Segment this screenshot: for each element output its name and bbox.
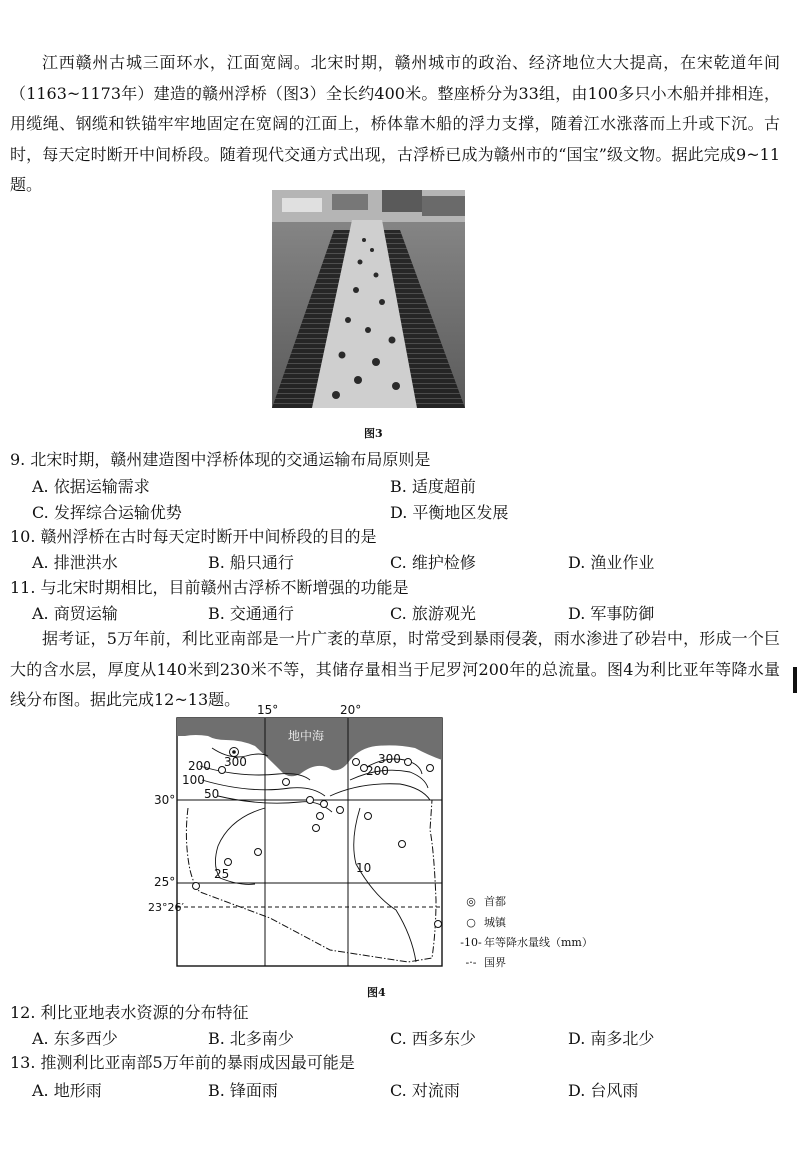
question-13-option-b: B. 锋面雨 (208, 1081, 278, 1100)
question-9-option-b: B. 适度超前 (390, 477, 476, 496)
town-marker (283, 779, 290, 786)
label-lat-2326: 23°26′ (148, 901, 184, 914)
label-isohyet-200-west: 200 (188, 759, 211, 773)
question-9-stem: 9. 北宋时期，赣州建造图中浮桥体现的交通运输布局原则是 (10, 450, 431, 469)
border-legend-symbol: -·- (465, 956, 477, 969)
legend-capital-label: 首都 (484, 895, 506, 908)
legend-town-label: 城镇 (484, 916, 506, 929)
question-13-option-a: A. 地形雨 (32, 1081, 102, 1100)
question-10-option-a: A. 排泄洪水 (32, 553, 118, 572)
mediterranean-sea (177, 718, 442, 776)
figure-4-caption: 图4 (367, 986, 386, 999)
question-11-option-b: B. 交通通行 (208, 604, 294, 623)
town-marker (321, 801, 328, 808)
isohyet-200-east (350, 770, 428, 788)
town-marker (225, 859, 232, 866)
question-13-stem: 13. 推测利比亚南部5万年前的暴雨成因最可能是 (10, 1053, 355, 1072)
question-12-stem: 12. 利比亚地表水资源的分布特征 (10, 1003, 249, 1022)
margin-mark (793, 667, 797, 693)
question-10-stem: 10. 赣州浮桥在古时每天定时断开中间桥段的目的是 (10, 527, 377, 546)
isohyet-50-west (218, 796, 332, 812)
legend-isohyet (458, 934, 593, 950)
national-border (186, 800, 436, 962)
question-10-option-c: C. 维护检修 (390, 553, 476, 572)
town-marker (405, 759, 412, 766)
label-isohyet-100-west: 100 (182, 773, 205, 787)
capital-legend-icon: ◎ (466, 895, 476, 908)
label-isohyet-300-west: 300 (224, 755, 247, 769)
question-9-option-a: A. 依据运输需求 (32, 477, 150, 496)
isohyet-100-east (330, 784, 430, 800)
legend-capital (458, 893, 506, 909)
legend-isohyet-label: 年等降水量线（mm） (484, 936, 593, 949)
question-12-option-a: A. 东多西少 (32, 1029, 118, 1048)
isohyet-legend-symbol: -10- (460, 936, 482, 949)
question-10-option-b: B. 船只通行 (208, 553, 294, 572)
question-12-option-d: D. 南多北少 (568, 1029, 655, 1048)
question-12-option-b: B. 北多南少 (208, 1029, 294, 1048)
map-svg (148, 700, 460, 980)
town-marker (255, 849, 262, 856)
label-isohyet-25: 25 (214, 867, 230, 881)
question-10-option-d: D. 渔业作业 (568, 553, 655, 572)
passage-1: 江西赣州古城三面环水，江面宽阔。北宋时期，赣州城市的政治、经济地位大大提高，在宋乾道年间（1163~1173年）建造的赣州浮桥（图3）全长约400米。整座桥分为33组，由100多只小木船并排相连，用缆绳、钢缆和铁锚牢牢地固定在宽阔的江面上，桥体靠木船的浮力支撑，随着江水涨落而上升或下沉。古时，每天定时断开中间桥段。随着现代交通方式出现，古浮桥已成为赣州市的“国宝”级文物。据此完成9~11题。 (10, 53, 780, 194)
legend-border-label: 国界 (484, 956, 506, 969)
question-9-option-d: D. 平衡地区发展 (390, 503, 509, 522)
pontoon-bridge-photo (272, 190, 465, 408)
town-marker (307, 797, 314, 804)
town-marker (399, 841, 406, 848)
question-11-option-d: D. 军事防御 (568, 604, 655, 623)
question-13-option-d: D. 台风雨 (568, 1081, 639, 1100)
town-marker (337, 807, 344, 814)
town-marker (313, 825, 320, 832)
label-lat-30: 30° (154, 793, 176, 807)
town-legend-icon: ○ (466, 916, 476, 929)
question-13-option-c: C. 对流雨 (390, 1081, 460, 1100)
legend-border (458, 954, 506, 970)
figure-3-caption: 图3 (364, 427, 383, 440)
question-11-option-a: A. 商贸运输 (32, 604, 118, 623)
question-11-stem: 11. 与北宋时期相比，目前赣州古浮桥不断增强的功能是 (10, 578, 409, 597)
label-lat-25: 25° (154, 875, 176, 889)
label-isohyet-50-west: 50 (204, 787, 220, 801)
label-lon-15: 15° (257, 703, 279, 717)
town-marker (317, 813, 324, 820)
question-12-option-c: C. 西多东少 (390, 1029, 476, 1048)
town-marker (365, 813, 372, 820)
town-marker (427, 765, 434, 772)
question-11-option-c: C. 旅游观光 (390, 604, 476, 623)
town-marker (435, 921, 442, 928)
isohyet-100-west (202, 780, 325, 796)
capital-marker-dot (232, 750, 236, 754)
label-isohyet-200-east: 200 (366, 764, 389, 778)
isohyet-10 (354, 808, 416, 962)
label-lon-20: 20° (340, 703, 362, 717)
question-9-option-c: C. 发挥综合运输优势 (32, 503, 182, 522)
libya-isohyet-map (148, 700, 460, 984)
town-marker (353, 759, 360, 766)
legend-town (458, 914, 506, 930)
label-isohyet-10: 10 (356, 861, 372, 875)
label-isohyet-300-east: 300 (378, 752, 401, 766)
label-mediterranean-sea: 地中海 (288, 729, 325, 743)
passage-2: 据考证，5万年前，利比亚南部是一片广袤的草原，时常受到暴雨侵袭，雨水渗进了砂岩中，形成一个巨大的含水层，厚度从140米到230米不等，其储存量相当于尼罗河200年的总流量。图4为利比亚年等降水量线分布图。据此完成12~13题。 (10, 629, 780, 709)
town-marker (193, 883, 200, 890)
pontoon-bridge-image (272, 190, 465, 408)
